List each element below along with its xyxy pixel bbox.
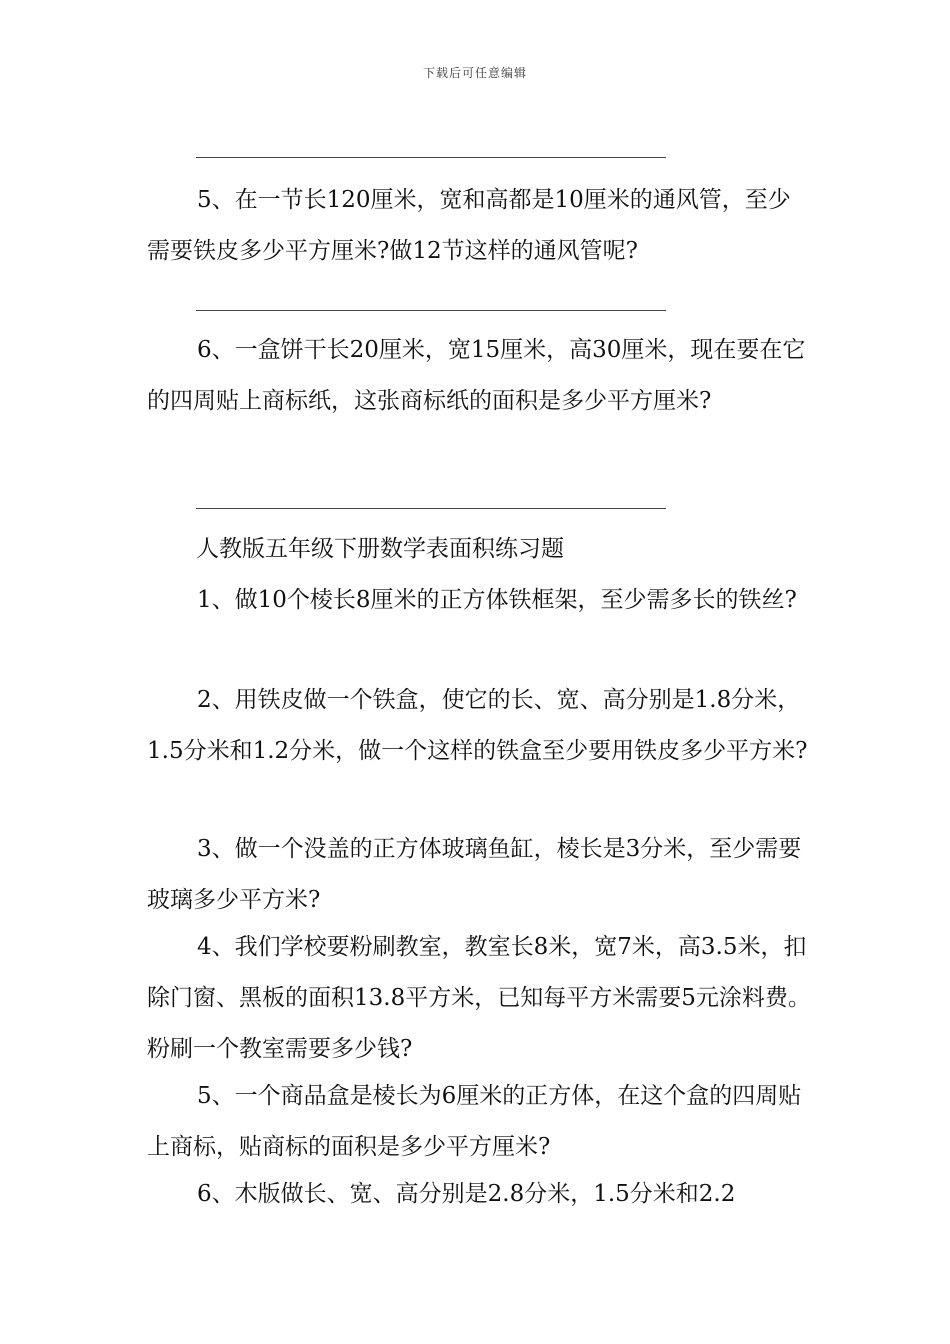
exercise-question-3: 3、做一个没盖的正方体玻璃鱼缸，棱长是3分米，至少需要玻璃多少平方米? [147, 836, 802, 913]
exercise-question-5: 5、一个商品盒是棱长为6厘米的正方体，在这个盒的四周贴上商标，贴商标的面积是多少平方厘米? [147, 1083, 802, 1160]
exercise-question-2: 2、用铁皮做一个铁盒，使它的长、宽、高分别是1.8分米，1.5分米和1.2分米，做一个这样的铁盒至少要用铁皮多少平方米? [147, 687, 808, 764]
question-6-biscuit-box: 6、一盒饼干长20厘米，宽15厘米，高30厘米，现在要在它的四周贴上商标纸，这张商标纸的面积是多少平方厘米? [147, 337, 806, 414]
page-header: 下载后可任意编辑 [422, 66, 527, 80]
question-5-ventilation-pipe: 5、在一节长120厘米，宽和高都是10厘米的通风管，至少需要铁皮多少平方厘米?做12节这样的通风管呢? [147, 187, 791, 264]
exercise-title: 人教版五年级下册数学表面积练习题 [196, 536, 564, 562]
answer-line [196, 310, 666, 311]
exercise-question-1: 1、做10个棱长8厘米的正方体铁框架，至少需多长的铁丝? [197, 587, 797, 613]
exercise-question-4: 4、我们学校要粉刷教室，教室长8米，宽7米，高3.5米，扣除门窗、黑板的面积13.8平方米，已知每平方米需要5元涂料费。粉刷一个教室需要多少钱? [147, 934, 811, 1062]
answer-line [196, 157, 666, 158]
exercise-question-6: 6、木版做长、宽、高分别是2.8分米，1.5分米和2.2 [197, 1181, 736, 1207]
answer-line [196, 508, 666, 509]
